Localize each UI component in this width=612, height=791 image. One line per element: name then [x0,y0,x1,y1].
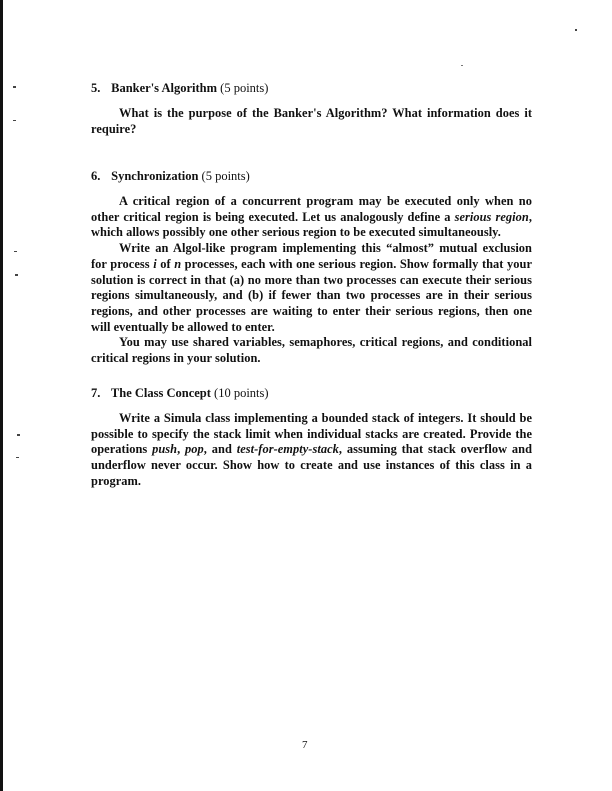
text-run: , assuming that stack overflow and underflow never occur. Show how to create and use instances of this class in a program. [91,442,533,488]
page-number: 7 [302,739,308,751]
scan-speck [15,274,18,276]
text-run: processes, each with one serious region. Show formally that your solution is correct in that (a) no more than two processes can execute their serious regions simultaneously, and (b) if fewer than two processes are in their serious regions, and other processes are waiting to enter their serious regions, then one will eventually be allowed to enter. [91,256,532,334]
emphasized-term: serious region [454,209,529,224]
question-points: (5 points) [220,81,269,95]
text-run: A critical region of a concurrent program may be executed only when no other critical region is being executed. Let us analogously define a [91,194,532,224]
scan-speck [461,65,463,66]
question-points: (5 points) [201,169,250,183]
scan-speck [16,457,19,458]
question-body: You may use shared variables, semaphores, critical regions, and conditional critical regions in your solution. [91,335,532,366]
operation-name: pop [185,442,204,457]
scan-speck [13,86,16,88]
question-body [91,241,532,335]
question-heading [91,80,532,96]
question-heading [91,385,532,401]
text-run: , which allows possibly one other serious region to be executed simultaneously. [91,209,533,240]
question-number: 5. [91,81,101,95]
math-variable: i [153,256,157,271]
math-variable: n [174,256,182,271]
question-6 [91,168,532,367]
scan-speck [14,251,17,252]
question-heading [91,168,532,184]
scan-left-border [0,0,3,791]
operation-name: push [152,442,178,457]
question-5 [91,80,532,137]
question-number: 6. [91,169,101,183]
text-run: Write an Algol-like program implementing this “almost” mutual exclusion for process [91,241,532,271]
question-body [91,194,532,241]
question-title: Synchronization [111,169,199,183]
question-body: What is the purpose of the Banker's Algorithm? What information does it require? [91,106,532,136]
text-run: of [156,256,175,271]
scan-speck [575,29,577,31]
question-points: (10 points) [214,386,269,400]
scan-speck [17,434,20,436]
question-body [91,411,532,490]
question-number: 7. [91,386,101,400]
operation-name: test-for-empty-stack [236,442,339,457]
scan-speck [13,120,16,121]
question-7 [91,385,532,490]
question-title: The Class Concept [110,386,211,400]
text-run: , and [203,442,237,457]
text-run: , [177,442,186,457]
text-run: Write a Simula class implementing a bounded stack of integers. It should be possible to specify the stack limit when individual stacks are created. Provide the operations [91,411,532,457]
question-title: Banker's Algorithm [111,81,218,95]
